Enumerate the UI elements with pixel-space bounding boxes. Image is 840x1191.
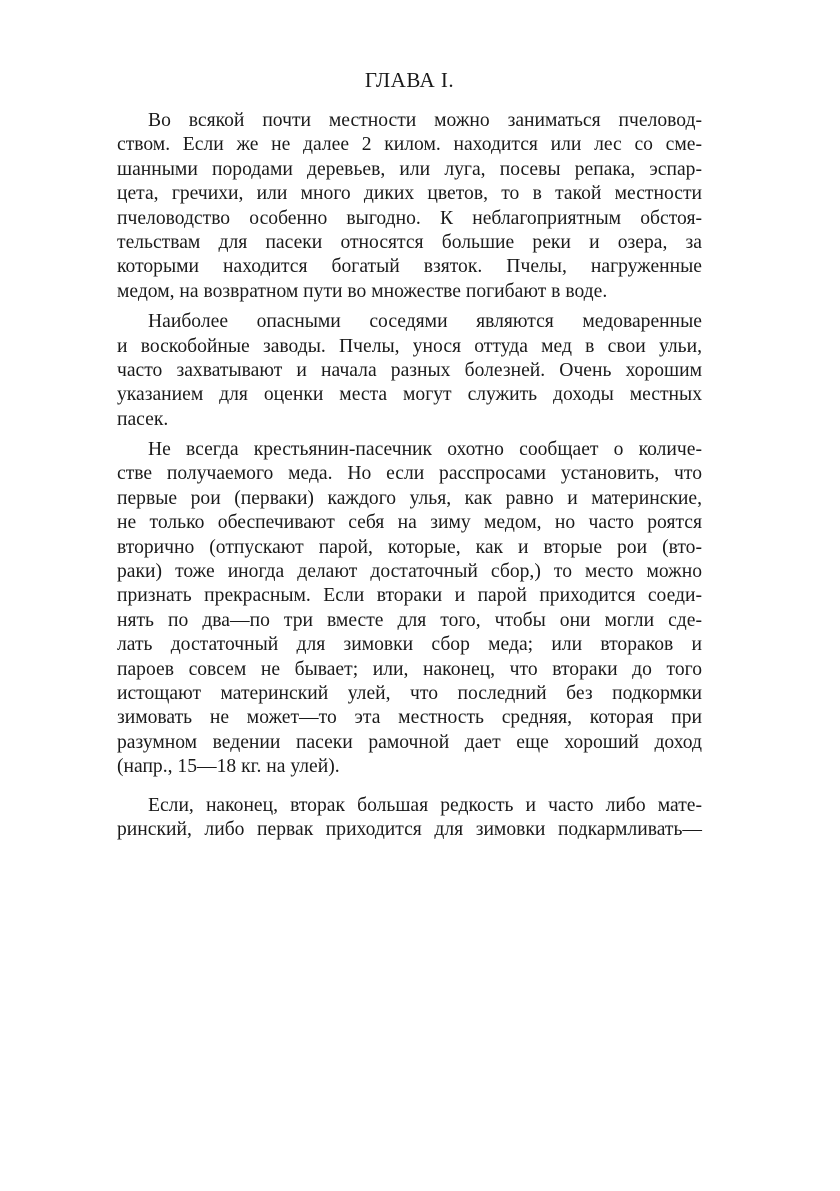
text-line: тельствам для пасеки относятся большие реки и озера, за [117, 231, 702, 253]
text-line: признать прекрасным. Если втораки и парой приходится соеди- [117, 585, 702, 607]
text-line: разумном ведении пасеки рамочной дает еще хороший доход [117, 731, 702, 753]
text-line: и воскобойные заводы. Пчелы, унося оттуда мед в свои ульи, [117, 335, 702, 357]
text-line: часто захватывают и начала разных болезней. Очень хорошим [117, 359, 702, 381]
document-page [117, 68, 702, 842]
text-line: ринский, либо первак приходится для зимовки подкармливать— [117, 818, 702, 840]
text-line: которыми находится богатый взяток. Пчелы, нагруженные [117, 256, 702, 278]
text-line: Если, наконец, вторак большая редкость и часто либо мате- [148, 794, 702, 816]
text-line: истощают материнский улей, что последний без подкормки [117, 682, 702, 704]
text-line: шанными породами деревьев, или луга, посевы репака, эспар- [117, 158, 702, 180]
text-line: раки) тоже иногда делают достаточный сбор,) то место можно [117, 561, 702, 583]
text-line: лать достаточный для зимовки сбор меда; или втораков и [117, 634, 702, 656]
paragraph-2 [117, 310, 702, 432]
text-line: нять по два—по три вместе для того, чтобы они могли сде- [117, 609, 702, 631]
text-line: пасек. [117, 408, 169, 430]
text-line: пчеловодство особенно выгодно. К неблагоприятным обстоя- [117, 207, 702, 229]
text-line: зимовать не может—то эта местность средняя, которая при [117, 707, 702, 729]
text-line: ством. Если же не далее 2 килом. находится или лес со сме- [117, 134, 702, 156]
text-line: указанием для оценки места могут служить доходы местных [117, 384, 702, 406]
paragraph-4 [117, 794, 702, 843]
paragraph-3 [117, 438, 702, 779]
chapter-title: ГЛАВА I. [364, 68, 455, 92]
text-line: стве получаемого меда. Но если расспросами установить, что [117, 463, 702, 485]
text-line: пароев совсем не бывает; или, наконец, что втораки до того [117, 658, 702, 680]
text-line: первые рои (перваки) каждого улья, как равно и материнские, [117, 487, 702, 509]
text-line: медом, на возвратном пути во множестве погибают в воде. [117, 280, 608, 302]
text-line: Не всегда крестьянин-пасечник охотно сообщает о количе- [148, 439, 702, 461]
text-line: цета, гречихи, или много диких цветов, то в такой местности [117, 183, 702, 205]
text-line: вторично (отпускают парой, которые, как и вторые рои (вто- [117, 536, 702, 558]
paragraph-1 [117, 109, 702, 304]
text-line: Во всякой почти местности можно заниматься пчеловод- [148, 110, 702, 131]
text-line: Наиболее опасными соседями являются медоваренные [148, 311, 702, 333]
text-line: (напр., 15—18 кг. на улей). [117, 756, 340, 778]
text-line: не только обеспечивают себя на зиму медом, но часто роятся [117, 512, 702, 534]
